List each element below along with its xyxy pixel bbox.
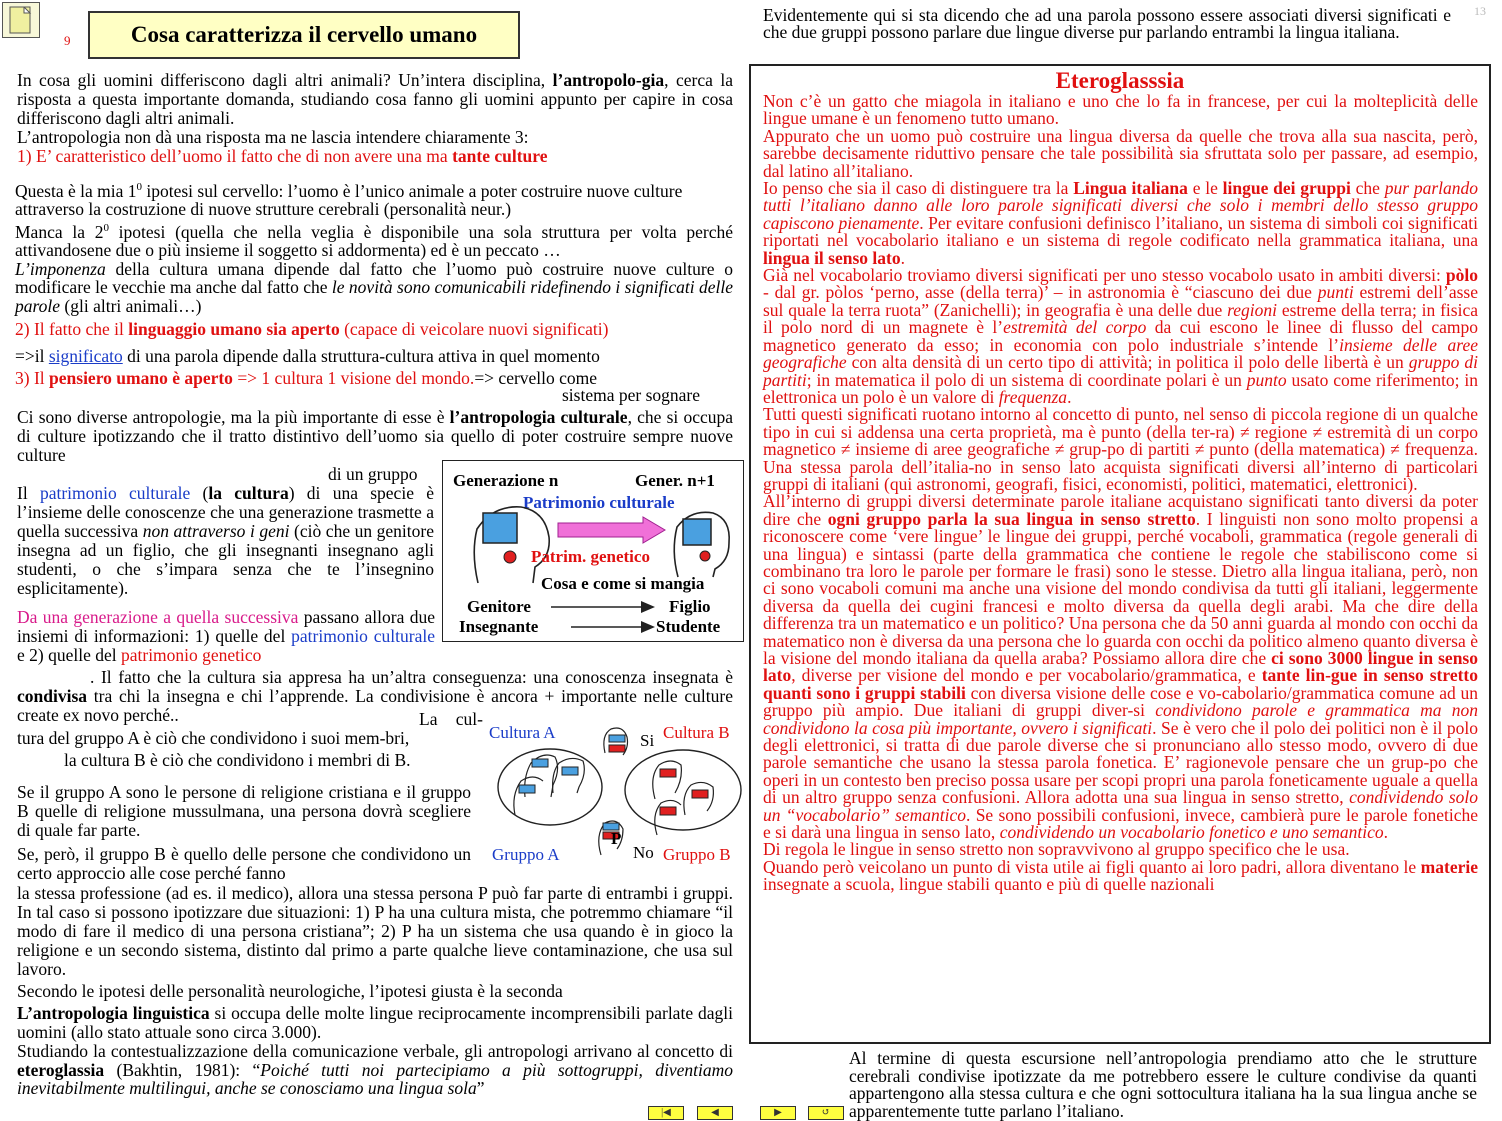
generazione-paragraph-a: Da una generazione a quella successiva passano allora due insiemi di informazioni: 1) quelle del patrimonio culturale e 2) quelle del patrimonio genetico <box>17 607 435 665</box>
back-button[interactable] <box>808 1106 844 1120</box>
point-3: 3) Il pensiero umano è aperto => 1 cultura 1 visione del mondo.=> cervello come <box>15 368 598 388</box>
no-label: No <box>633 843 654 862</box>
hypotheses <box>15 178 733 315</box>
insegnante-label: Insegnante <box>459 617 539 636</box>
red-paragraph-1: Non c’è un gatto che miagola in italiano e uno che lo fa in francese, per cui la molteplicità delle lingue umane è un fenomeno tutto umano. <box>763 91 1478 129</box>
red-paragraph-8: Quando però veicolano un punto di vista utile ai figli quanto ai loro padri, allora diventano le materie insegnate a scuola, lingue stabili quanto e più di quelle nazionali <box>763 856 1478 895</box>
first-page-button[interactable] <box>648 1106 684 1120</box>
significato-link[interactable]: significato <box>48 346 123 366</box>
eteroglassia-title: Eteroglasssia <box>1055 68 1185 93</box>
gene-dot-icon <box>504 551 516 563</box>
right-page-number: 13 <box>1474 4 1486 18</box>
transmission-arrow-icon <box>558 517 665 543</box>
hypothesis-2: Manca la $2^0$ ipotesi (quella che nella veglia è disponibile una sola struttura per volta perché attivandosene due o più insieme il soggetto si addormenta) ed è un peccato … <box>15 221 733 261</box>
significato-line: =>il significato di una parola dipende dalla struttura-cultura attiva in quel momento <box>15 346 600 366</box>
p-label: P <box>611 829 622 848</box>
di-un-gruppo: di un gruppo <box>328 464 418 484</box>
red-paragraph-4: Già nel vocabolario troviamo diversi significati per uno stesso vocabolo usato in ambiti diversi: pòlo - dal gr. pòlos ‘perno, asse (della terra)’ – in astronomia è “ciascuno dei due punti estremi dell’asse sul quale la terra ruota” (Zanichelli); in geografia è una delle due regioni estreme della terra; in fisica il polo nord di un magnete è l’estremità del corpo da cui escono le linee di flusso del campo magnetico generato da esso; in economia con polo industriale s’intende l’insieme delle aree geografiche con alta densità di un certo tipo di attività; in politica il polo delle libertà è un gruppo di partiti; in matematica il polo di un sistema di coordinate polari è un punto usato come riferimento; in elettronica un polo è un valore di frequenza. <box>763 265 1479 407</box>
cultura-a-label: Cultura A <box>489 723 556 742</box>
arrow-right-icon <box>641 601 655 613</box>
red-paragraph-5: Tutti questi significati ruotano intorno al concetto di punto, nel senso di piccola regione di un qualche tipo in cui si addensa una certa proprietà, ma è punto (della ter-ra) ≠ regione ≠ estremità di un corpo magnetico ≠ insieme di aree geografiche ≠ grup-po di partiti ≠ punto (della matematica) ≠ frequenza. Una stessa parola dell’italia-no in senso lato acquista significati diversi all’interno di particolari gruppi di italiani (qui astronomi, geografi, fisici, economisti, politici, matematici, elettronici). <box>763 404 1478 494</box>
page-title: Cosa caratterizza il cervello umano <box>88 11 520 59</box>
religion-paragraph: Se il gruppo A sono le persone di religione cristiana e il gruppo B quelle di religione mussulmana, una persona dovrà scegliere di quale far parte. <box>17 782 471 840</box>
conclusion-text: Al termine di questa escursione nell’antropologia prendiamo atto che le strutture cerebrali condivise ipotizzate da me potrebbero essere le culture condivise da quanti appartengono alla stessa cultura e che ogni sottocultura italiana ha la sua lingua anche se apparentemente tutte parlano l’italiano. <box>849 1048 1477 1121</box>
three-answers: L’antropologia non dà una risposta ma ne lascia intendere chiaramente 3: <box>17 127 529 147</box>
red-paragraph-3: Io penso che sia il caso di distinguere tra la Lingua italiana e le lingue dei gruppi che pur parlando tutti l’italiano danno alle loro parole significati diversi che solo i membri dello stesso gruppo capiscono pienamente. Per evitare confusioni definisco l’italiano, un sistema di simboli coi significati riportati nel vocabolario italiano e un sistema di regole codificato nella grammatica italiana, una lingua il senso lato. <box>763 178 1479 268</box>
cultura-b-label: Cultura B <box>663 723 730 742</box>
group-b-ellipse <box>625 750 741 830</box>
hypothesis-1: Questa è la mia $1^0$ ipotesi sul cervello: l’uomo è l’unico animale a poter costruire nuove culture attraverso la costruzione di nuove strutture cerebrali (personalità neur.) <box>15 180 683 220</box>
si-label: Si <box>640 731 655 750</box>
eteroglassia-paragraph: Studiando la contestualizzazione della comunicazione verbale, gli antropologi arrivano al concetto di eteroglassia (Bakhtin, 1981): “Poiché tutti noi partecipiamo a più sottogruppi, diventiamo inevitabilmente multilingui, anche se conosciamo una lingua sola” <box>17 1041 733 1099</box>
arrow-right-icon <box>641 621 655 633</box>
red-paragraph-6: All’interno di gruppi diversi determinate parole italiane acquistano significati tanto diversi da poter dire che ogni gruppo parla la sua lingua in senso stretto. I linguisti non sono molto propensi a riconoscere come ‘vere lingue’ le lingue dei gruppi, perché vocaboli, grammatica (regole generali di una lingua) e sintassi (parte della grammatica che contiene le regole che stabiliscono come si combinano tra loro le parole per formare le frasi) sono le stesse. Dietro alla lingua italiana, però, non ci sono vocaboli comuni ma anche una visione del mondo condivisa da tutti gli italiani, leggermente diversa da quella dei cugini francesi e molto diversa da quella degli arabi. Ma che dire della differenza tra un matematico e un politico? Una persona che da 50 anni guarda al mondo con occhi da matematico non è diversa da una persona che lo guarda con occhi da politico almeno quanto diversa è la visione del mondo italiana da quella araba? Possiamo allora dire che ci sono 3000 lingue in senso lato, diverse per visione del mondo e per vocabolario/grammatica, e tante lin-gue in senso stretto quanti sono i gruppi stabili con diversa visione delle cose e vo-cabolario/grammatica comune ad un gruppo più ampio. Due italiani di gruppi diver-si condividono parole e grammatica ma non condividono la cosa più importante, ovvero i significati. Se è vero che il polo dei politici non è il polo degli elettronici, si tratta di due parole diverse che si pronunciano allo stesso modo, ovvero di due parole semantiche che usano la stessa parola fonetica. E’ ragionevole pensare che un grup-po che operi in un contesto ben preciso possa usare per scopi propri una parola foneticamente uguale a quella di un altro gruppo senza confusioni. Allora adotta una sua lingua in senso stretto, condividendo solo un “vocabolario” semantico. Se sono possibili confusioni, invece, cambierà pure le parole fonetiche e si darà una lingua in senso lato, condividendo un vocabolario fonetico e uno semantico. <box>763 491 1479 843</box>
medico-paragraph-b: la stessa professione (ad es. il medico), allora una stessa persona P può far parte di entrambi i gruppi. In tal caso si possono ipotizzare due situazioni: 1) P ha una cultura mista, che potremmo chiamare “il modo di fare il medico di una persona cristiana”; 2) P ha un sistema che usa quando è in gioco la religione e un secondo sistema, distinto dal primo a parte qualche lieve contaminazione, che usa sul lavoro. <box>17 883 733 979</box>
eteroglassia-body <box>763 93 1478 894</box>
second-hypothesis: Secondo le ipotesi delle personalità neurologiche, l’ipotesi giusta è la seconda <box>17 981 563 1001</box>
imponenza-paragraph: L’imponenza della cultura umana dipende dal fatto che l’uomo può costruire nuove culture o modificare le vecchie ma anche dal fatto che le novità sono comunicabili ridefinendo i significati delle parole (gli altri animali…) <box>15 258 733 316</box>
gruppo-b-label: Gruppo B <box>663 845 731 864</box>
studente-label: Studente <box>656 617 721 636</box>
prev-page-button[interactable] <box>697 1106 733 1120</box>
cultura-a-paragraph: La cul-tura del gruppo A è ciò che condividono i suoi mem-bri, <box>17 709 483 748</box>
figlio-label: Figlio <box>669 597 711 616</box>
page-icon[interactable] <box>2 2 40 38</box>
medico-paragraph-a: Se, però, il gruppo B è quello delle persone che condividono un certo approccio alle cose perché fanno <box>17 844 471 883</box>
cultura-b-paragraph: la cultura B è ciò che condividono i membri di B. <box>64 750 411 770</box>
patrimonio-culturale-label: Patrimonio culturale <box>523 493 675 512</box>
generazione-paragraph-b: . Il fatto che la cultura sia appresa ha un’altra conseguenza: una conoscenza insegnata è condivisa tra chi la insegna e chi l’apprende. La condivisione è ancora + importante nelle culture create ex novo perché.. <box>17 667 733 725</box>
patrim-genetico-label: Patrim. genetico <box>531 547 650 566</box>
document-icon <box>3 3 39 37</box>
generation-diagram <box>442 460 744 642</box>
culture-screen-icon <box>683 519 711 545</box>
point-2: 2) Il fatto che il linguaggio umano sia aperto (capace di veicolare nuovi significati) <box>15 319 609 339</box>
next-page-button[interactable] <box>760 1106 796 1120</box>
linguistic-anthropology: L’antropologia linguistica si occupa delle molte lingue reciprocamente incomprensibili parlate dagli uomini (allo stato attuale sono circa 3.000). <box>17 1003 733 1042</box>
point-3-dream: sistema per sognare <box>562 385 701 405</box>
intro-paragraph: In cosa gli uomini differiscono dagli altri animali? Un’intera disciplina, l’antropolo-gia, cerca la risposta a questa importante domanda, studiando cosa fanno gli uomini appunto per capire in cosa differiscono dagli altri animali. <box>17 70 733 128</box>
page-number: 9 <box>64 33 71 48</box>
anthropologies-paragraph: Ci sono diverse antropologie, ma la più importante di esse è l’antropologia culturale, che si occupa di culture ipotizzando che il tratto distintivo dell’uomo sia quello di poter costruire sempre nuove culture <box>17 407 734 465</box>
back-icon: ↺ <box>821 1107 831 1118</box>
genitore-label: Genitore <box>467 597 531 616</box>
prev-icon: ◀ <box>711 1107 719 1118</box>
gene-dot-icon <box>700 551 710 561</box>
group-a-ellipse <box>498 749 602 825</box>
groups-diagram <box>485 715 745 870</box>
top-right-text: Evidentemente qui si sta dicendo che ad una parola possono essere associati diversi significati e che due gruppi possono parlare due lingue diverse pur parlando entrambi la lingua italiana. <box>763 5 1451 42</box>
red-paragraph-7: Di regola le lingue in senso stretto non sopravvivono al gruppo specifico che le usa. <box>763 839 1350 860</box>
first-icon: |◀ <box>661 1107 671 1118</box>
patrimonio-paragraph: Il patrimonio culturale (la cultura) di una specie è l’insieme delle conoscenze che una generazione trasmette a quella successiva non attraverso i geni (ciò che un genitore insegna ad un figlio, che gli insegnanti insegnano agli studenti, o che s’impara senza che te l’insegnino esplicitamente). <box>17 483 435 598</box>
generazione-n-label: Generazione n <box>453 471 559 490</box>
cosa-mangia-label: Cosa e come si mangia <box>541 574 705 593</box>
culture-screen-icon <box>483 513 517 543</box>
gruppo-a-label: Gruppo A <box>492 845 560 864</box>
gener-n1-label: Gener. n+1 <box>635 471 715 490</box>
red-paragraph-2: Appurato che un uomo può costruire una lingua diversa da quelle che trova alla sua nascita, però, sarebbe decisamente riduttivo pensare che tale possibilità sia sfruttata solo per passare, ad esempio, dal latino all’italiano. <box>763 125 1478 181</box>
left-intro <box>17 71 733 166</box>
point-1: 1) E’ caratteristico dell’uomo il fatto che di non avere una ma tante culture <box>17 146 548 166</box>
next-icon: ▶ <box>774 1107 782 1118</box>
